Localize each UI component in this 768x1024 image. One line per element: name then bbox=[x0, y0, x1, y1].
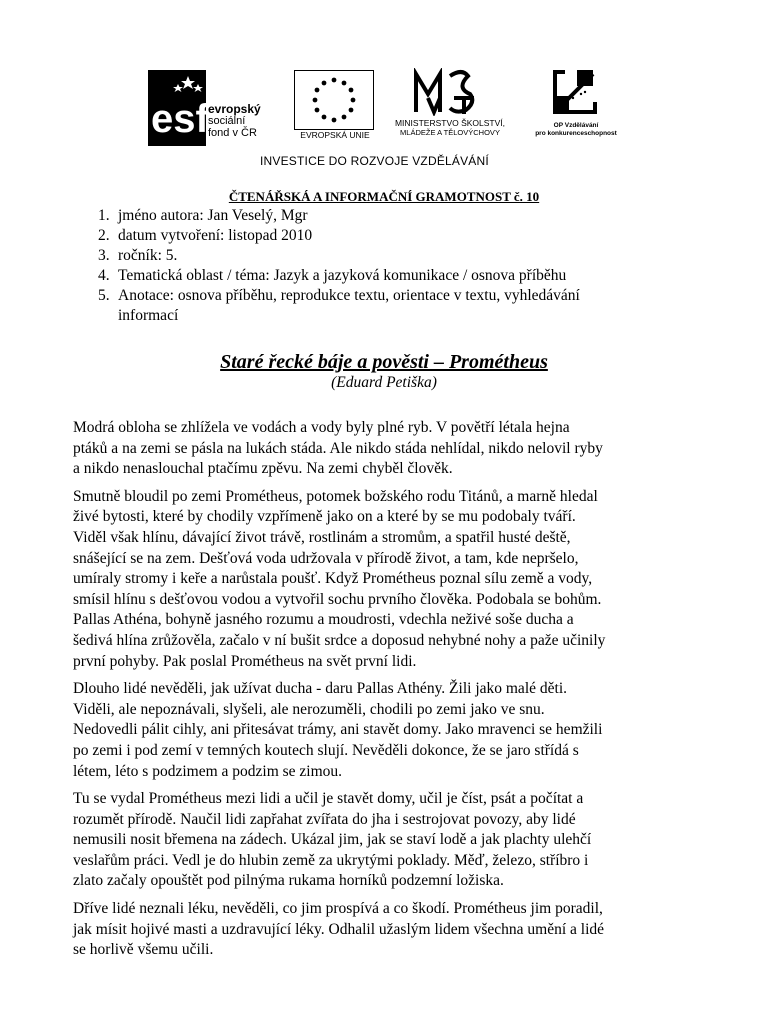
text-line: šedivá hlína zrůžověla, začalo v ní bušit srdce a doposud nehybné nohy a paže učinily bbox=[73, 631, 606, 649]
op-line2: pro konkurenceschopnost bbox=[535, 130, 617, 137]
esf-logo bbox=[148, 70, 288, 146]
item-text: datum vytvoření: listopad 2010 bbox=[118, 227, 313, 244]
metadata-item bbox=[98, 206, 580, 226]
item-text: ročník: 5. bbox=[118, 247, 178, 264]
item-number: 4. bbox=[98, 267, 110, 284]
text-line: létem, léto s podzimem a podzim se zimou. bbox=[73, 762, 343, 780]
esf-line3: fond v ČR bbox=[208, 127, 257, 139]
item-number: 5. bbox=[98, 287, 110, 304]
document-title: ČTENÁŘSKÁ A INFORMAČNÍ GRAMOTNOST č. 10 bbox=[228, 189, 540, 204]
esf-line1: evropský bbox=[208, 102, 261, 116]
esf-line2: sociální bbox=[208, 115, 246, 127]
esf-emblem bbox=[148, 70, 206, 146]
text-line: Dlouho lidé nevěděli, jak užívat ducha - daru Pallas Athény. Žili jako malé děti. bbox=[73, 680, 567, 698]
story-title: Staré řecké báje a pověsti – Prométheus bbox=[220, 351, 548, 373]
item-text: Anotace: osnova příběhu, reprodukce textu, orientace v textu, vyhledávání bbox=[118, 287, 580, 304]
text-line: Nedovedli pálit cihly, ani přitesávat trámy, ani stavět domy. Jako mravenci se hemžili bbox=[73, 721, 603, 739]
text-line: rozumět přírodě. Naučil lidi zapřahat zvířata do jha i sestrojovat povozy, aby lidé bbox=[73, 810, 576, 828]
op-label bbox=[521, 122, 631, 138]
text-line: a nikdo nenaslouchal ptačímu zpěvu. Na zemi chyběl člověk. bbox=[73, 460, 453, 478]
paragraph bbox=[73, 899, 698, 961]
eu-flag-icon bbox=[294, 70, 374, 130]
story-body bbox=[73, 418, 698, 968]
text-line: Dříve lidé neznali léku, nevěděli, co jim prospívá a co škodí. Prométheus jim poradil, bbox=[73, 900, 603, 918]
item-text: jméno autora: Jan Veselý, Mgr bbox=[118, 207, 308, 224]
investice-tagline: INVESTICE DO ROZVOJE VZDĚLÁVÁNÍ bbox=[260, 154, 489, 168]
svg-text:esf: esf bbox=[151, 97, 206, 141]
text-line: umíraly stromy i keře a narůstala poušť. Když Prométheus poznal sílu země a vody, bbox=[73, 570, 593, 588]
item-text-continued: informací bbox=[118, 307, 179, 324]
metadata-item bbox=[98, 266, 580, 286]
paragraph bbox=[73, 418, 698, 480]
text-line: nemusili nosit břemena na zádech. Ukázal jim, jak se staví lodě a jak plachty ulehčí bbox=[73, 831, 592, 849]
text-line: po zemi i pod zemí v temných koutech slují. Nevěděli dokonce, že se jaro střídá s bbox=[73, 741, 579, 759]
logo-header bbox=[148, 68, 618, 176]
text-line: Pallas Athéna, bohyně jasného rozumu a moudrosti, vdechla neživé soše ducha a bbox=[73, 611, 574, 629]
paragraph bbox=[73, 679, 698, 782]
text-line: veslařům práci. Vedl je do hlubin země za ukrytými poklady. Měď, železo, stříbro i bbox=[73, 851, 589, 869]
msmt-emblem bbox=[410, 68, 480, 116]
op-emblem bbox=[551, 68, 599, 116]
metadata-item bbox=[98, 286, 580, 326]
text-line: Modrá obloha se zhlížela ve vodách a vody byly plné ryb. V povětří létala hejna bbox=[73, 419, 570, 436]
msmt-line1: MINISTERSTVO ŠKOLSTVÍ, bbox=[394, 118, 506, 128]
item-number: 1. bbox=[98, 207, 110, 224]
op-logo bbox=[533, 68, 623, 150]
item-text: Tematická oblast / téma: Jazyk a jazyková komunikace / osnova příběhu bbox=[118, 267, 567, 284]
eu-logo bbox=[294, 70, 376, 146]
msmt-line2: MLÁDEŽE A TĚLOVÝCHOVY bbox=[400, 128, 500, 137]
msmt-logo bbox=[380, 68, 520, 150]
metadata-item bbox=[98, 226, 580, 246]
text-line: první pohyby. Pak poslal Prométheus na svět první lidi. bbox=[73, 652, 417, 670]
msmt-label bbox=[380, 118, 520, 138]
text-line: Smutně bloudil po zemi Prométheus, potomek božského rodu Titánů, a marně hledal bbox=[73, 487, 598, 505]
text-line: se horlivě všemu učili. bbox=[73, 941, 214, 959]
text-line: ptáků a na zemi se pásla na lukách stáda. Ale nikdo stáda nehlídal, nikdo nelovil ryby bbox=[73, 439, 603, 457]
item-number: 3. bbox=[98, 247, 110, 264]
metadata-item bbox=[98, 246, 580, 266]
text-line: zlato začaly opouštět pod pilnýma rukama horníků podzemní ložiska. bbox=[73, 872, 504, 890]
metadata-list bbox=[98, 206, 580, 326]
text-line: Viděli, ale nepoznávali, slyšeli, ale nerozuměli, chodili po zemi jako ve snu. bbox=[73, 700, 545, 718]
story-author: (Eduard Petiška) bbox=[331, 374, 437, 391]
text-line: Viděl však hlínu, dávající život trávě, rostlinám a stromům, a spatřil husté deště, bbox=[73, 528, 571, 546]
item-number: 2. bbox=[98, 227, 110, 244]
op-line1: OP Vzdělávání bbox=[553, 122, 599, 129]
paragraph bbox=[73, 487, 698, 672]
text-line: jak mísit hojivé masti a uzdravující léky. Odhalil užaslým lidem všechna umění a lidé bbox=[73, 920, 605, 938]
esf-text bbox=[208, 103, 261, 139]
text-line: Tu se vydal Prométheus mezi lidi a učil je stavět domy, učil je číst, psát a počítat a bbox=[73, 790, 584, 808]
text-line: smísil hlínu s dešťovou vodou a vytvořil sochu prvního člověka. Podobala se bohům. bbox=[73, 590, 602, 608]
paragraph bbox=[73, 789, 698, 892]
text-line: živé bytosti, které by chodily vzpřímeně jako on a které by se mu podobaly tváří. bbox=[73, 508, 576, 526]
eu-label: EVROPSKÁ UNIE bbox=[300, 130, 370, 140]
text-line: snášející se na zem. Dešťová voda udržovala v přírodě život, a tam, kde nepršelo, bbox=[73, 549, 579, 567]
